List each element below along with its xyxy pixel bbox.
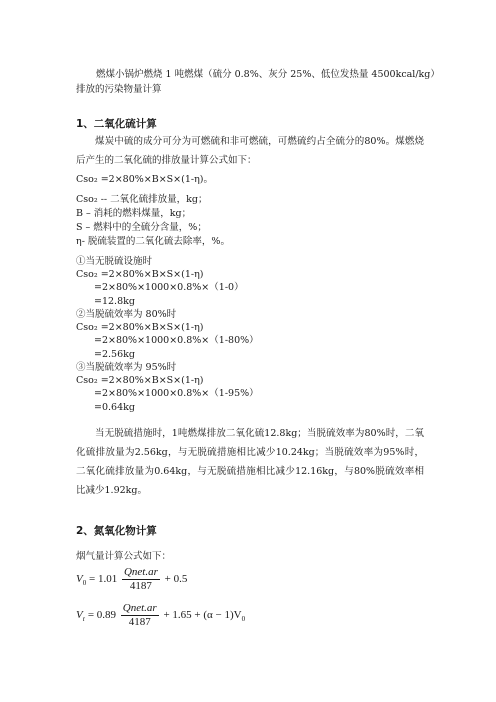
f1-fraction (122, 566, 160, 593)
flue-gas-formula-vr (76, 602, 245, 629)
section1-intro: 煤炭中硫的成分可分为可燃硫和非可燃硫，可燃硫约占全硫分的80%。煤燃烧后产生的二氧化硫的排放量计算公式如下： (76, 136, 424, 166)
f1-numerator: Qnet.ar (123, 566, 158, 578)
f2-lhs-sub: r (82, 615, 86, 624)
case2-substitution: =2×80%×1000×0.8%×（1-80%） (94, 335, 259, 346)
doc-title-line1: 燃煤小锅炉燃烧 1 吨燃煤（硫分 0.8%、灰分 25%、低位发热量 4500kcal/kg） (96, 69, 440, 80)
doc-title-line2: 排放的污染物量计算 (76, 84, 162, 95)
f2-lhs: V (76, 609, 83, 622)
so2-formula: Cso₂ =2×80%×B×S×(1-η)。 (76, 174, 213, 185)
section2-heading: 2、氮氧化物计算 (76, 525, 157, 537)
section2-intro: 烟气量计算公式如下： (76, 551, 172, 562)
case1-formula: Cso₂ =2×80%×B×S×(1-η) (76, 269, 204, 280)
case3-label: ③当脱硫效率为 95%时 (76, 362, 177, 373)
f2-fraction (121, 602, 159, 629)
f1-denominator: 4187 (129, 580, 152, 592)
case1-substitution: =2×80%×1000×0.8%×（1-0） (94, 282, 244, 293)
f2-denominator: 4187 (128, 616, 151, 628)
f2-tail-sub: 0 (241, 615, 246, 624)
f1-tail: + 0.5 (164, 573, 188, 586)
case3-formula: Cso₂ =2×80%×B×S×(1-η) (76, 375, 204, 386)
f2-numerator: Qnet.ar (122, 602, 157, 614)
case3-result: =0.64kg (94, 402, 135, 413)
f2-coef: = 0.89 (87, 609, 117, 622)
f2-tail: + 1.65 + (α − 1)V (163, 609, 242, 622)
case1-label: ①当无脱硫设施时 (76, 256, 153, 267)
def-b: B – 消耗的燃料煤量，kg； (76, 208, 192, 219)
case2-formula: Cso₂ =2×80%×B×S×(1-η) (76, 322, 204, 333)
f1-lhs-sub: 0 (82, 579, 87, 588)
case2-label: ②当脱硫效率为 80%时 (76, 309, 177, 320)
f1-coef: = 1.01 (88, 573, 118, 586)
def-s: S – 燃料中的全硫分含量，%； (76, 222, 207, 233)
case2-result: =2.56kg (94, 349, 135, 360)
flue-gas-formula-v0 (76, 566, 187, 593)
case3-substitution: =2×80%×1000×0.8%×（1-95%） (94, 388, 259, 399)
section1-heading: 1、二氧化硫计算 (76, 118, 157, 130)
f1-lhs: V (76, 573, 83, 586)
def-cso2: Cso₂ -- 二氧化硫排放量，kg； (76, 194, 208, 205)
def-eta: η- 脱硫装置的二氧化硫去除率，%。 (76, 236, 230, 247)
section1-summary: 当无脱硫措施时，1吨燃煤排放二氧化硫12.8kg；当脱硫效率为80%时，二氧化硫排放量为2.56kg，与无脱硫措施相比减少10.24kg；当脱硫效率为95%时，二氧化硫排放量为0.64kg，与无脱硫措施相比减少12.16kg，与80%脱硫效率相比减少1.92kg。 (76, 428, 424, 496)
case1-result: =12.8kg (94, 296, 135, 307)
